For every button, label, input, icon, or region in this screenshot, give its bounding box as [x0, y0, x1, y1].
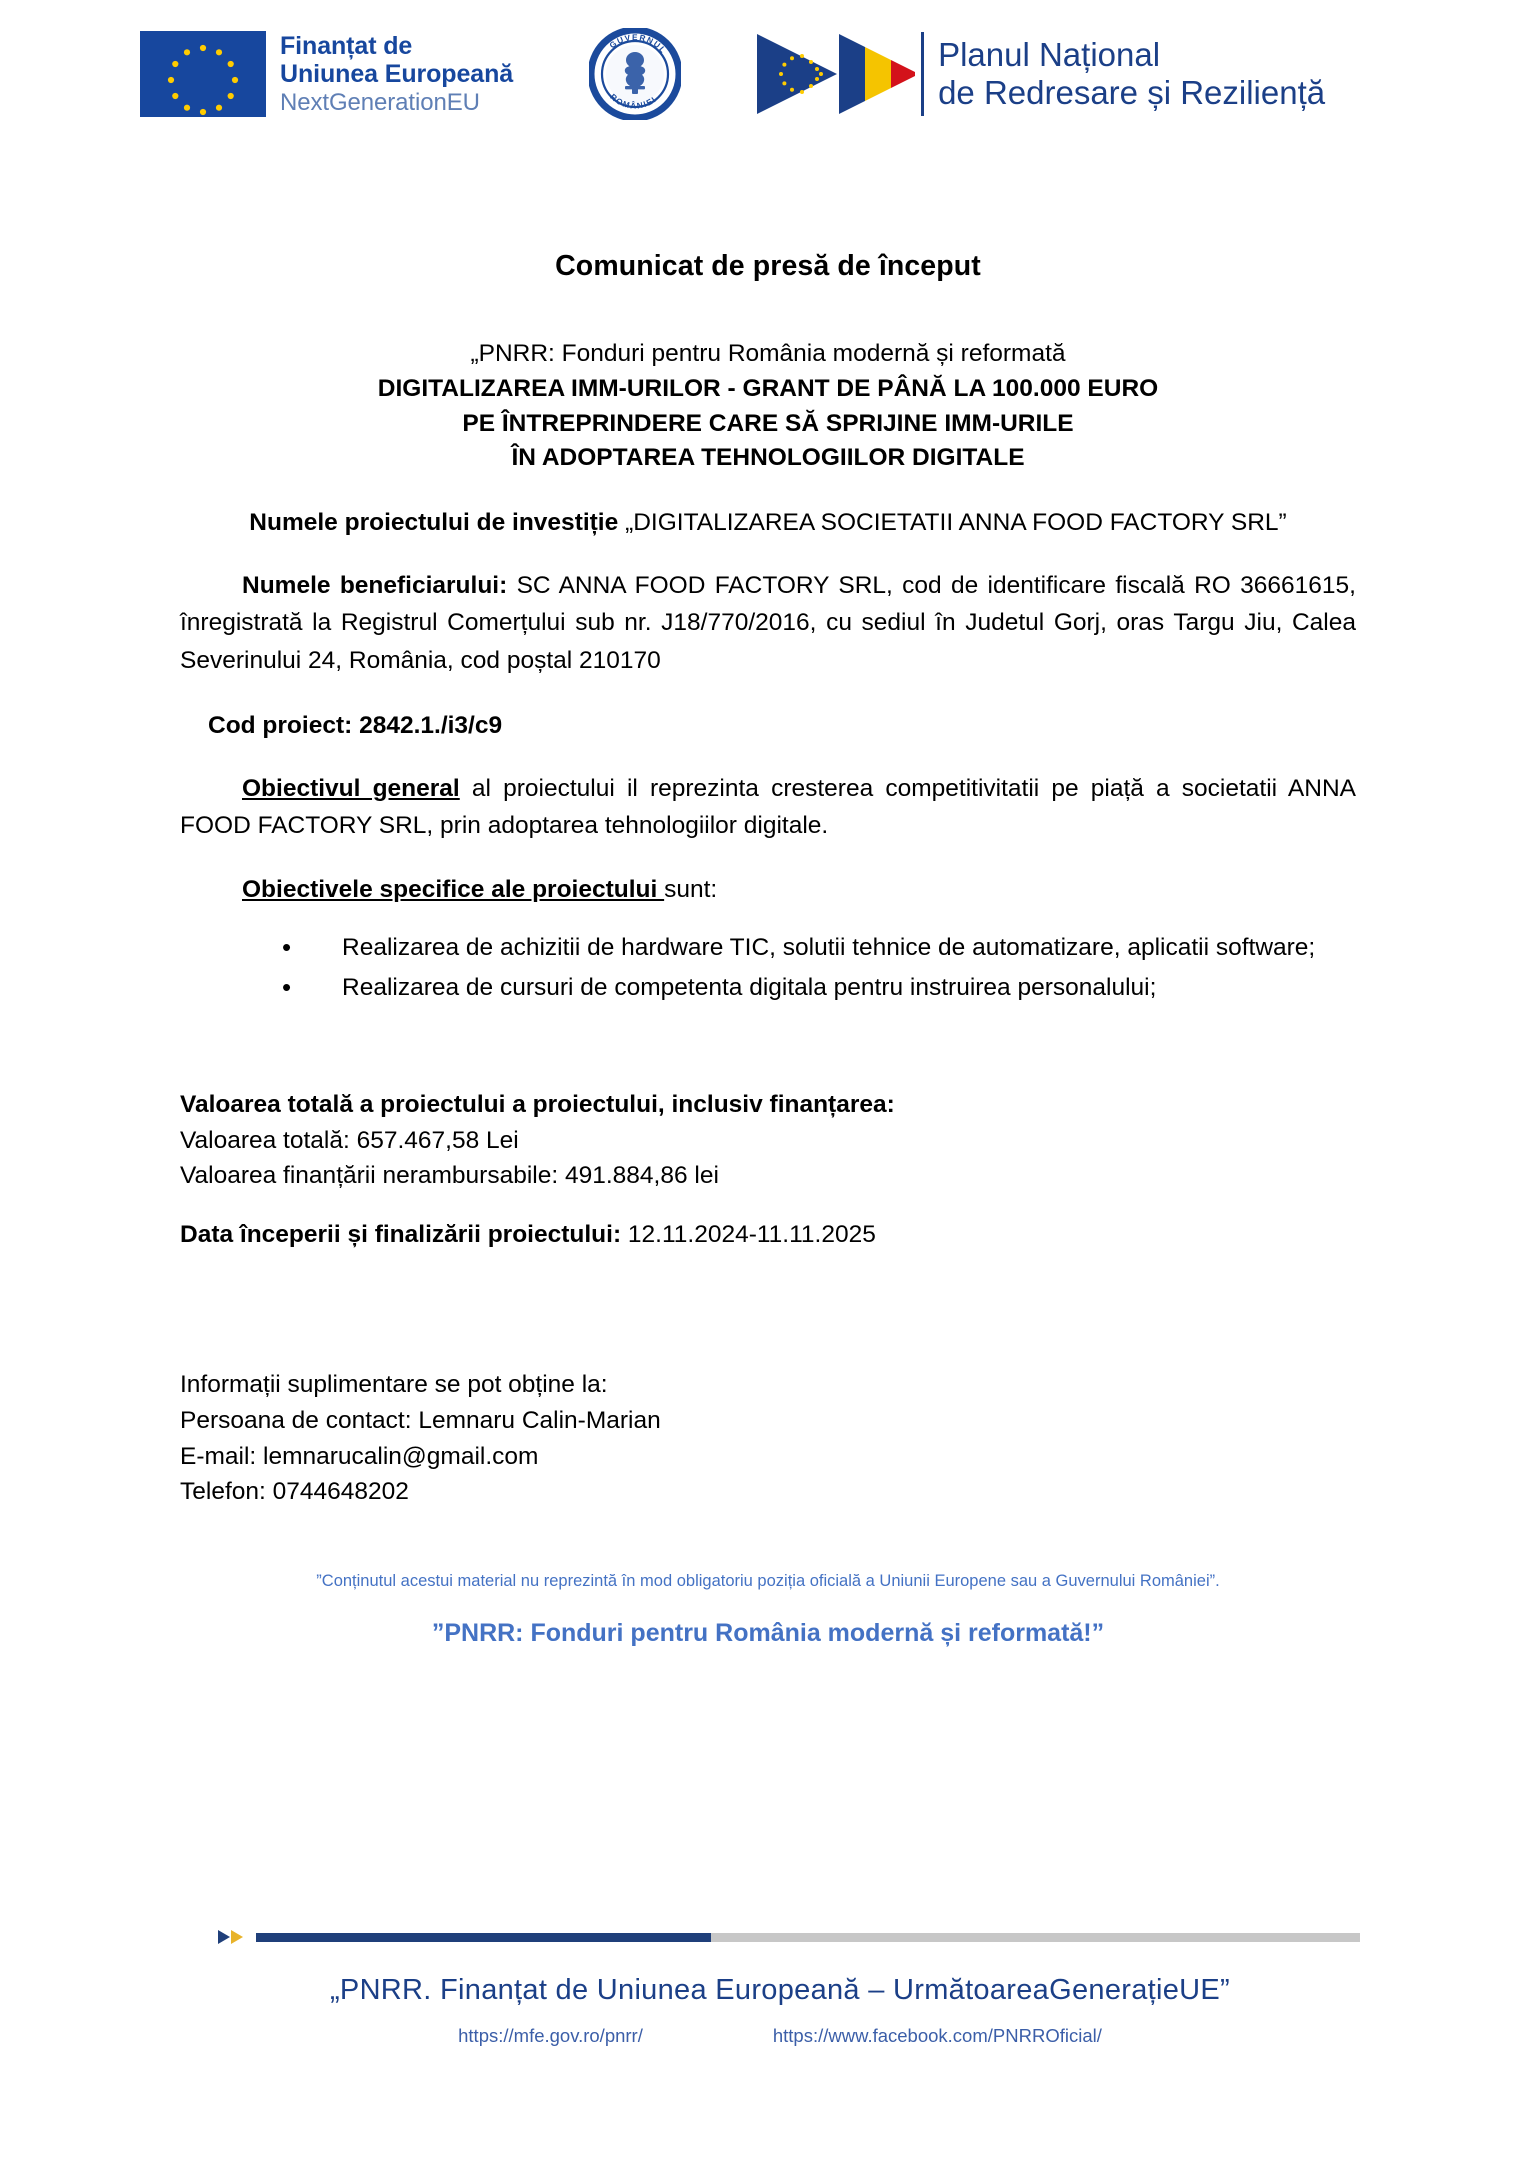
footer-progress-bar — [218, 1930, 1360, 1944]
project-code-line: Cod proiect: 2842.1./i3/c9 — [208, 711, 503, 739]
slogan-text: ”PNRR: Fonduri pentru România modernă și reformată!” — [431, 1619, 1105, 1648]
logo-strip — [140, 22, 1410, 126]
footer-title: „PNRR. Finanțat de Uniunea Europeană – UrmătoareaGenerațieUE” — [329, 1974, 1231, 2006]
specific-objectives-heading — [242, 876, 1356, 904]
list-item: • Realizarea de cursuri de competenta digitala pentru instruirea personalului; — [282, 970, 1356, 1006]
project-dates-line — [180, 1221, 1356, 1249]
contact-phone-line: Telefon: 0744648202 — [180, 1478, 409, 1506]
pnrr-logo-divider — [921, 32, 924, 116]
specific-objectives-label: Obiectivele specifice ale proiectului — [242, 876, 665, 904]
contact-block — [180, 1367, 1356, 1510]
chevron-right-icon — [244, 1930, 256, 1944]
eu-logo-line2: Uniunea Europeană — [280, 60, 514, 89]
disclaimer-text: ”Conținutul acestui material nu reprezintă în mod obligatoriu poziția oficială a Uniunii Europene sau a Guvernului României”. — [316, 1572, 1220, 1591]
general-objective-text: al proiectului il reprezinta cresterea competitivitatii pe piață a societatii ANNA FOOD FACTORY SRL, prin adoptarea tehnologiilor digitale. — [180, 774, 1356, 840]
eu-logo-line1: Finanțat de — [280, 31, 413, 60]
contact-intro-line: Informații suplimentare se pot obține la: — [180, 1371, 608, 1399]
list-item: • Realizarea de achizitii de hardware TIC, solutii tehnice de automatizare, aplicatii software; — [282, 930, 1356, 966]
pnrr-logo-line1: Planul Național — [938, 35, 1161, 73]
romanian-government-seal-icon — [589, 28, 681, 120]
pnrr-logo-line2: de Redresare și Reziliență — [938, 74, 1326, 111]
contact-email-line: E-mail: lemnarucalin@gmail.com — [180, 1442, 539, 1470]
value-grant-line: Valoarea finanțării nerambursabile: 491.884,86 lei — [180, 1161, 719, 1189]
footer-bar-fill — [256, 1933, 711, 1942]
general-objective-label: Obiectivul general — [242, 774, 460, 802]
pnrr-logo — [755, 32, 1325, 116]
headline-line-3: ÎN ADOPTAREA TEHNOLOGIILOR DIGITALE — [511, 444, 1025, 472]
footer-link-facebook[interactable]: https://www.facebook.com/PNRROficial/ — [772, 2025, 1102, 2046]
eu-flag-icon — [140, 31, 266, 117]
headline-line-2: PE ÎNTREPRINDERE CARE SĂ SPRIJINE IMM-URILE — [462, 409, 1074, 437]
financial-block — [180, 1087, 1356, 1193]
eu-logo-text — [280, 32, 513, 116]
contact-person-line: Persoana de contact: Lemnaru Calin-Marian — [180, 1406, 661, 1434]
general-objective-paragraph — [180, 770, 1356, 844]
value-heading: Valoarea totală a proiectului a proiectului, inclusiv finanțarea: — [180, 1091, 895, 1119]
footer-link-mfe[interactable]: https://mfe.gov.ro/pnrr/ — [458, 2025, 643, 2046]
project-name-line — [180, 509, 1356, 537]
project-dates-label: Data începerii și finalizării proiectului: — [180, 1221, 622, 1249]
value-total-line: Valoarea totală: 657.467,58 Lei — [180, 1126, 519, 1154]
eu-funding-logo — [140, 31, 513, 117]
svg-text:GUVERNUL: GUVERNUL — [608, 32, 669, 56]
objectives-list — [180, 930, 1356, 1005]
eu-logo-line3: NextGenerationEU — [280, 88, 480, 116]
footer-links — [200, 2025, 1360, 2047]
chevron-right-icon — [218, 1930, 230, 1944]
svg-text:ROMÂNIEI: ROMÂNIEI — [608, 92, 659, 111]
headline-line-1: DIGITALIZAREA IMM-URILOR - GRANT DE PÂNĂ LA 100.000 EURO — [377, 374, 1159, 402]
footer-banner — [200, 1930, 1360, 2047]
beneficiary-paragraph — [180, 567, 1356, 679]
program-quote-line: „PNRR: Fonduri pentru România modernă și reformată — [470, 340, 1066, 367]
pnrr-arrows-icon — [755, 32, 915, 116]
specific-objectives-suffix: sunt: — [664, 876, 718, 904]
pnrr-logo-text — [938, 36, 1325, 113]
beneficiary-label: Numele beneficiarului: — [242, 572, 508, 600]
eu-stars-icon — [140, 31, 266, 117]
chevron-right-icon — [231, 1930, 243, 1944]
program-heading-block — [180, 337, 1356, 476]
page-title: Comunicat de presă de început — [555, 250, 981, 282]
project-name-label: Numele proiectului de investiție — [249, 509, 619, 537]
project-dates-value: 12.11.2024-11.11.2025 — [621, 1221, 876, 1249]
document-body — [180, 250, 1356, 1673]
beneficiary-text: SC ANNA FOOD FACTORY SRL, cod de identificare fiscală RO 36661615, înregistrată la Registrul Comerțului sub nr. J18/770/2016, cu sediul în Judetul Gorj, oras Targu Jiu, Calea Severinului 24, România, cod poștal 210170 — [180, 572, 1356, 674]
project-name-value: „DIGITALIZAREA SOCIETATII ANNA FOOD FACTORY SRL” — [625, 509, 1287, 537]
